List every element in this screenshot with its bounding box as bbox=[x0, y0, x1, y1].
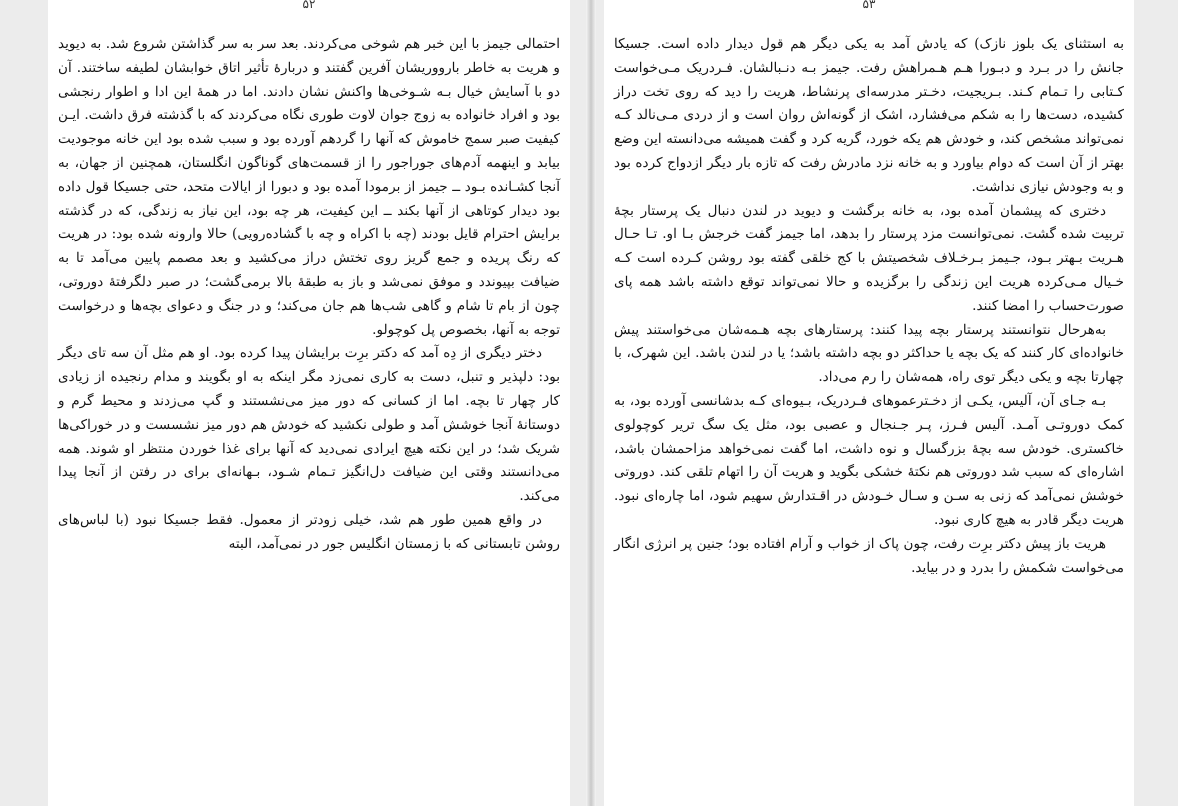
page-number: ۵۳ bbox=[862, 0, 876, 11]
left-page bbox=[48, 0, 570, 806]
paragraph: دختری که پیشمان آمده بود، به خانه برگشت و دیوید در لندن دنبال یک پرستار بچهٔ تربیت شده گشت. نمی‌توانست مزد پرستار را بدهد، اما جیمز گفت خرجش بـا او. تـا حـال هـریت بـهتر بـود، جـیمز بـرخـلاف شخصیتش با کج خلقی گفته بود روشن کـرده است کـه خـیال مـی‌کرده هریت این زندگی را برگزیده و حالا نمی‌تواند توقع داشته باشد همه پای صورت‌حساب را امضا کنند. bbox=[614, 202, 1124, 314]
paragraph: دختر دیگری از دِه آمد که دکتر برِت برایشان پیدا کرده بود. او هم مثل آن سه تای دیگر بود: دلپذیر و تنبل، دست به کاری نمی‌زد مگر اینکه به او بگویند و مدام رنجیده از زیادی کار چهار تا بچه. اما از کسانی که دور میز می‌نشستند و گپ می‌زدند و محیط گرم و دوستانهٔ آنجا خوشش آمد و طولی نکشید که خودش هم دور میز نشسست و در خوراکی‌ها شریک شد؛ در این نکته هیچ ایرادی نمی‌دید که آنها برای غذا خوردن منتظر او شوند. همه می‌دانستند وقتی این ضیافت دل‌انگیز تـمام شـود، بـهانه‌ای برای در رفتن از آنجا پیدا می‌کند. bbox=[58, 345, 560, 505]
paragraph: احتمالی جیمز با این خبر هم شوخی می‌کردند. بعد سر به سر گذاشتن شروع شد. به دیوید و هریت به خاطر بارووریشان آفرین گفتند و دربارهٔ تأثیر اتاق خوابشان لطیفه ساختند. آن دو با آسایش خیال بـه شـوخی‌ها واکنش نشان دادند. اما در همهٔ این ادا و اطوار رنجشی بود و افراد خانواده به زوج جوان لاوت طوری نگاه می‌کردند که با گذشته فرق داشت. ایـن کیفیت صبر سمج خاموش که آنها را گردهم آورده بود و سبب شده بود این خانه موجودیت بیابد و اینهمه آدم‌های جوراجور را از قسمت‌های گوناگون انگلستان، همچنین از جهان، به آنجا کشـانده بـود ــ جیمز از برمودا آمده بود و دبورا از ایالات متحد، حتی جسیکا قول داده بود دیدار کوتاهی از آنها بکند ــ این کیفیت، هر چه بود، این نیاز به زندگی، که در گذشته برایش احترام قایل بودند (چه با اکراه و چه با گشاده‌رویی) حالا وارونه شده بود: در هریت که رنگ پریده و جمع گریز روی تختش دراز می‌کشید و بعد مصمم پایین می‌آمد تا به ضیافت بپیوندد و موفق نمی‌شد و باز به طبقهٔ بالا برمی‌گشت؛ در صبر دلگرفتهٔ دوروتی، چون از بام تا شام و گاهی شب‌ها هم جان می‌کند؛ و در جنگ و دعوای بچه‌ها و درخواست توجه به آنها، بخصوص پل کوچولو. bbox=[58, 36, 560, 338]
page-text bbox=[58, 33, 560, 557]
paragraph: هریت باز پیش دکتر برِت رفت، چون پاک از خواب و آرام افتاده بود؛ جنین پر انرژی انگار می‌خواست شکمش را بدرد و در بیاید. bbox=[614, 535, 1124, 576]
paragraph: در واقع همین طور هم شد، خیلی زودتر از معمول. فقط جسیکا نبود (با لباس‌های روشن تابستانی که با زمستان انگلیس جور در نمی‌آمد، البته bbox=[58, 511, 560, 552]
paragraph: به‌هرحال نتوانستند پرستار بچه پیدا کنند: پرستارهای بچه هـمه‌شان می‌خواستند پیش خانواده‌ای کار کنند که یک بچه یا حداکثر دو بچه داشته باشد؛ یا در لندن باشد. این شهرک، با چهارتا بچه و یکی دیگر توی راه، همه‌شان را رم می‌داد. bbox=[614, 321, 1124, 386]
book-gutter bbox=[586, 0, 596, 806]
paragraph: به استثنای یک بلوز نازک) که یادش آمد به یکی دیگر هم قول دیدار داده است. جسیکا جانش را در بـرد و دبـورا هـم هـمراهش رفت. جیمز بـه دنـبالشان. فـردریک مـی‌خواست کـتابی را تـمام کـند. بـریجیت، دخـتر مدرسه‌ای پرنشاط، هریت را دید که روی تخت دراز کشیده، دست‌ها را به شکم می‌فشارد، اشک از گونه‌اش روان است و از دردی مـی‌نالد کـه نمی‌تواند مشخص کند، و خودش هم یکه خورد، گریه کرد و گفت همیشه می‌دانسته این وضع بهتر از آن است که دوام بیاورد و به خانه نزد مادرش رفت که تازه بار دیگر ازدواج کرده بود و به وجودش نیازی نداشت. bbox=[614, 36, 1124, 195]
page-text bbox=[614, 33, 1124, 580]
paragraph: بـه جـای آن، آلیس، یکـی از دخـترعموهای فـردریک، بـیوه‌ای کـه بدشانسی آورده بود، به کمک دوروتـی آمـد. آلیس فـرز، پـر جـنجال و عصبی بود، مثل یک سگ تریر کوچولوی خاکستری. خودش سه بچهٔ بزرگسال و نوه داشت، اما گفت نمی‌خواهد مزاحمشان باشد، اشاره‌ای که سبب شد دوروتی هم نکتهٔ خشکی بگوید و هریت آن را اتهام تلقی کند. دوروتی خوشش نمی‌آمد که زنی به سـن و سـال خـودش در اقـتدارش سهیم شود، اما چاره‌ای نبود. هریت دیگر قادر به هیچ کاری نبود. bbox=[614, 392, 1124, 528]
right-page bbox=[604, 0, 1134, 806]
page-number: ۵۲ bbox=[302, 0, 316, 11]
